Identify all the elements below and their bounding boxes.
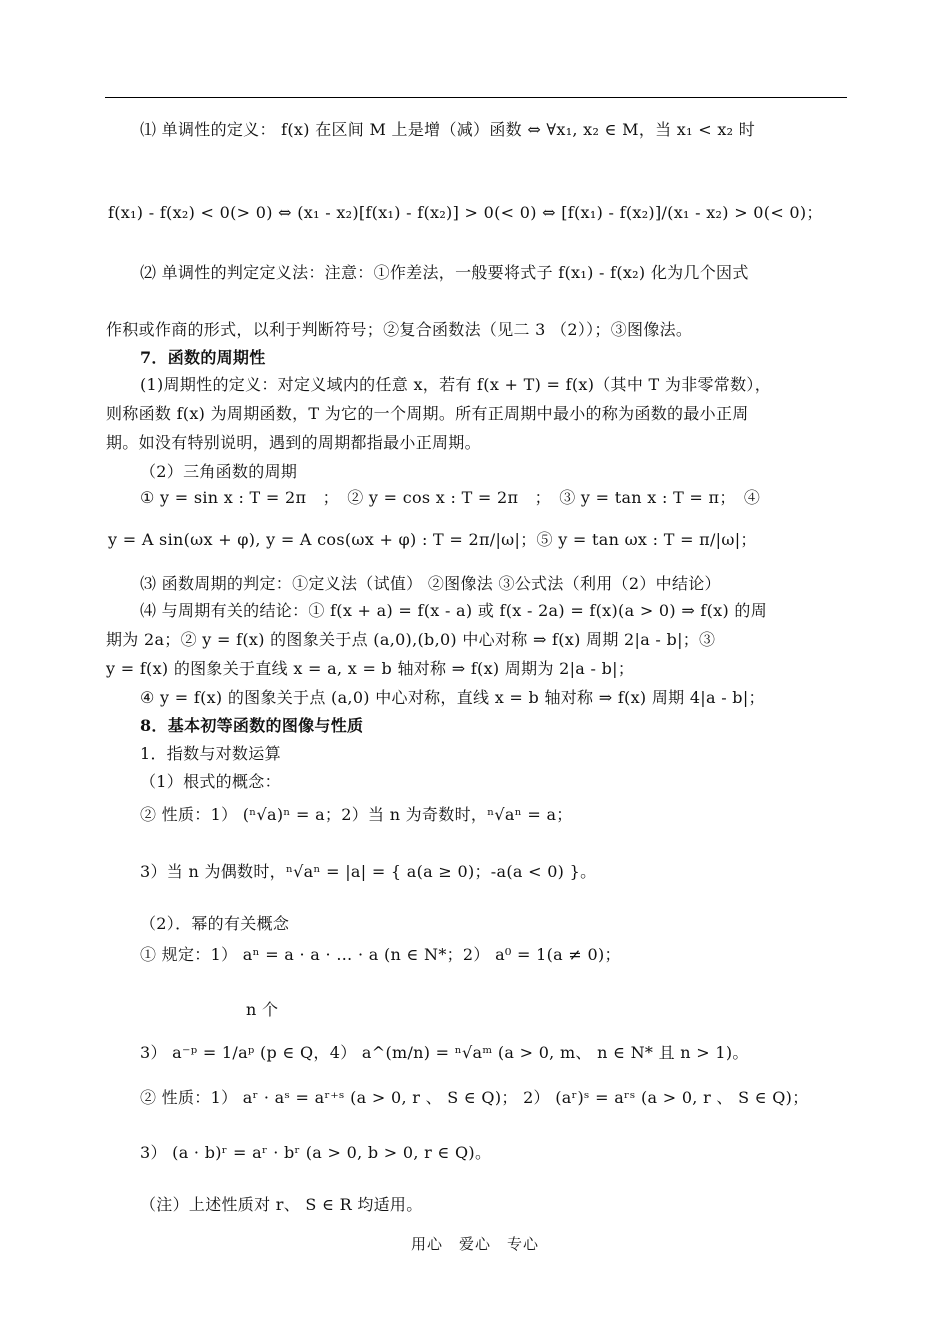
text-line: 作积或作商的形式，以利于判断符号；②复合函数法（见二 3 （2））；③图像法。 <box>106 320 693 339</box>
text-line: 期为 2a；② y = f(x) 的图象关于点 (a,0),(b,0) 中心对称 ⇒ f(x) 周期 2|a - b|；③ <box>106 630 716 649</box>
text-line: 1．指数与对数运算 <box>140 744 281 763</box>
text-line: ⑷ 与周期有关的结论：① f(x + a) = f(x - a) 或 f(x - 2a) = f(x)(a > 0) ⇒ f(x) 的周 <box>140 601 768 620</box>
text-line: y = f(x) 的图象关于直线 x = a, x = b 轴对称 ⇒ f(x) 周期为 2|a - b|； <box>106 659 635 678</box>
text-line: ② 性质：1） (ⁿ√a)ⁿ = a；2）当 n 为奇数时，ⁿ√aⁿ = a； <box>140 805 573 824</box>
text-line: ⑶ 函数周期的判定：①定义法（试值） ②图像法 ③公式法（利用（2）中结论） <box>140 574 721 593</box>
text-line: ② 性质：1） aʳ · aˢ = aʳ⁺ˢ (a > 0, r 、 S ∈ Q)； 2） (aʳ)ˢ = aʳˢ (a > 0, r 、 S ∈ Q)； <box>140 1088 809 1107</box>
text-line: y = A sin(ωx + φ), y = A cos(ωx + φ) : T = 2π/|ω|；⑤ y = tan ωx : T = π/|ω|； <box>108 530 757 549</box>
header-rule <box>105 97 847 98</box>
text-line: （1）根式的概念： <box>140 772 281 791</box>
page-footer: 用心 爱心 专心 <box>410 1235 539 1253</box>
text-line: ① y = sin x : T = 2π ； ② y = cos x : T = 2π ； ③ y = tan x : T = π； ④ <box>140 488 761 507</box>
text-line: （2）三角函数的周期 <box>140 462 298 481</box>
text-line: 则称函数 f(x) 为周期函数，T 为它的一个周期。所有正周期中最小的称为函数的最小正周 <box>106 404 749 423</box>
text-line: (1)周期性的定义：对定义域内的任意 x，若有 f(x + T) = f(x)（其中 T 为非零常数）， <box>140 375 771 394</box>
text-line: ⑴ 单调性的定义： f(x) 在区间 M 上是增（减）函数 ⇔ ∀x₁, x₂ ∈ M，当 x₁ < x₂ 时 <box>140 120 756 139</box>
text-line: 3） a⁻ᵖ = 1/aᵖ (p ∈ Q，4） a^(m/n) = ⁿ√aᵐ (a > 0, m、 n ∈ N* 且 n > 1)。 <box>140 1043 749 1062</box>
text-line: 期。如没有特别说明，遇到的周期都指最小正周期。 <box>106 433 481 452</box>
text-line: ① 规定：1） aⁿ = a · a · … · a (n ∈ N*；2） a⁰ = 1(a ≠ 0)； <box>140 945 621 964</box>
text-line: n 个 <box>246 1000 279 1019</box>
text-line: f(x₁) - f(x₂) < 0(> 0) ⇔ (x₁ - x₂)[f(x₁) - f(x₂)] > 0(< 0) ⇔ [f(x₁) - f(x₂)]/(x₁ - x₂) > 0(< 0)； <box>108 203 823 222</box>
text-line: （注）上述性质对 r、 S ∈ R 均适用。 <box>140 1195 423 1214</box>
section-heading: 8．基本初等函数的图像与性质 <box>140 716 364 735</box>
section-heading: 7．函数的周期性 <box>140 348 266 367</box>
text-line: 3）当 n 为偶数时，ⁿ√aⁿ = |a| = { a(a ≥ 0)；-a(a < 0) }。 <box>140 862 597 881</box>
text-line: ⑵ 单调性的判定定义法：注意：①作差法，一般要将式子 f(x₁) - f(x₂) 化为几个因式 <box>140 263 749 282</box>
text-line: （2）．幂的有关概念 <box>140 914 290 933</box>
text-line: ④ y = f(x) 的图象关于点 (a,0) 中心对称，直线 x = b 轴对称 ⇒ f(x) 周期 4|a - b|； <box>140 688 765 707</box>
text-line: 3） (a · b)ʳ = aʳ · bʳ (a > 0, b > 0, r ∈ Q)。 <box>140 1143 492 1162</box>
